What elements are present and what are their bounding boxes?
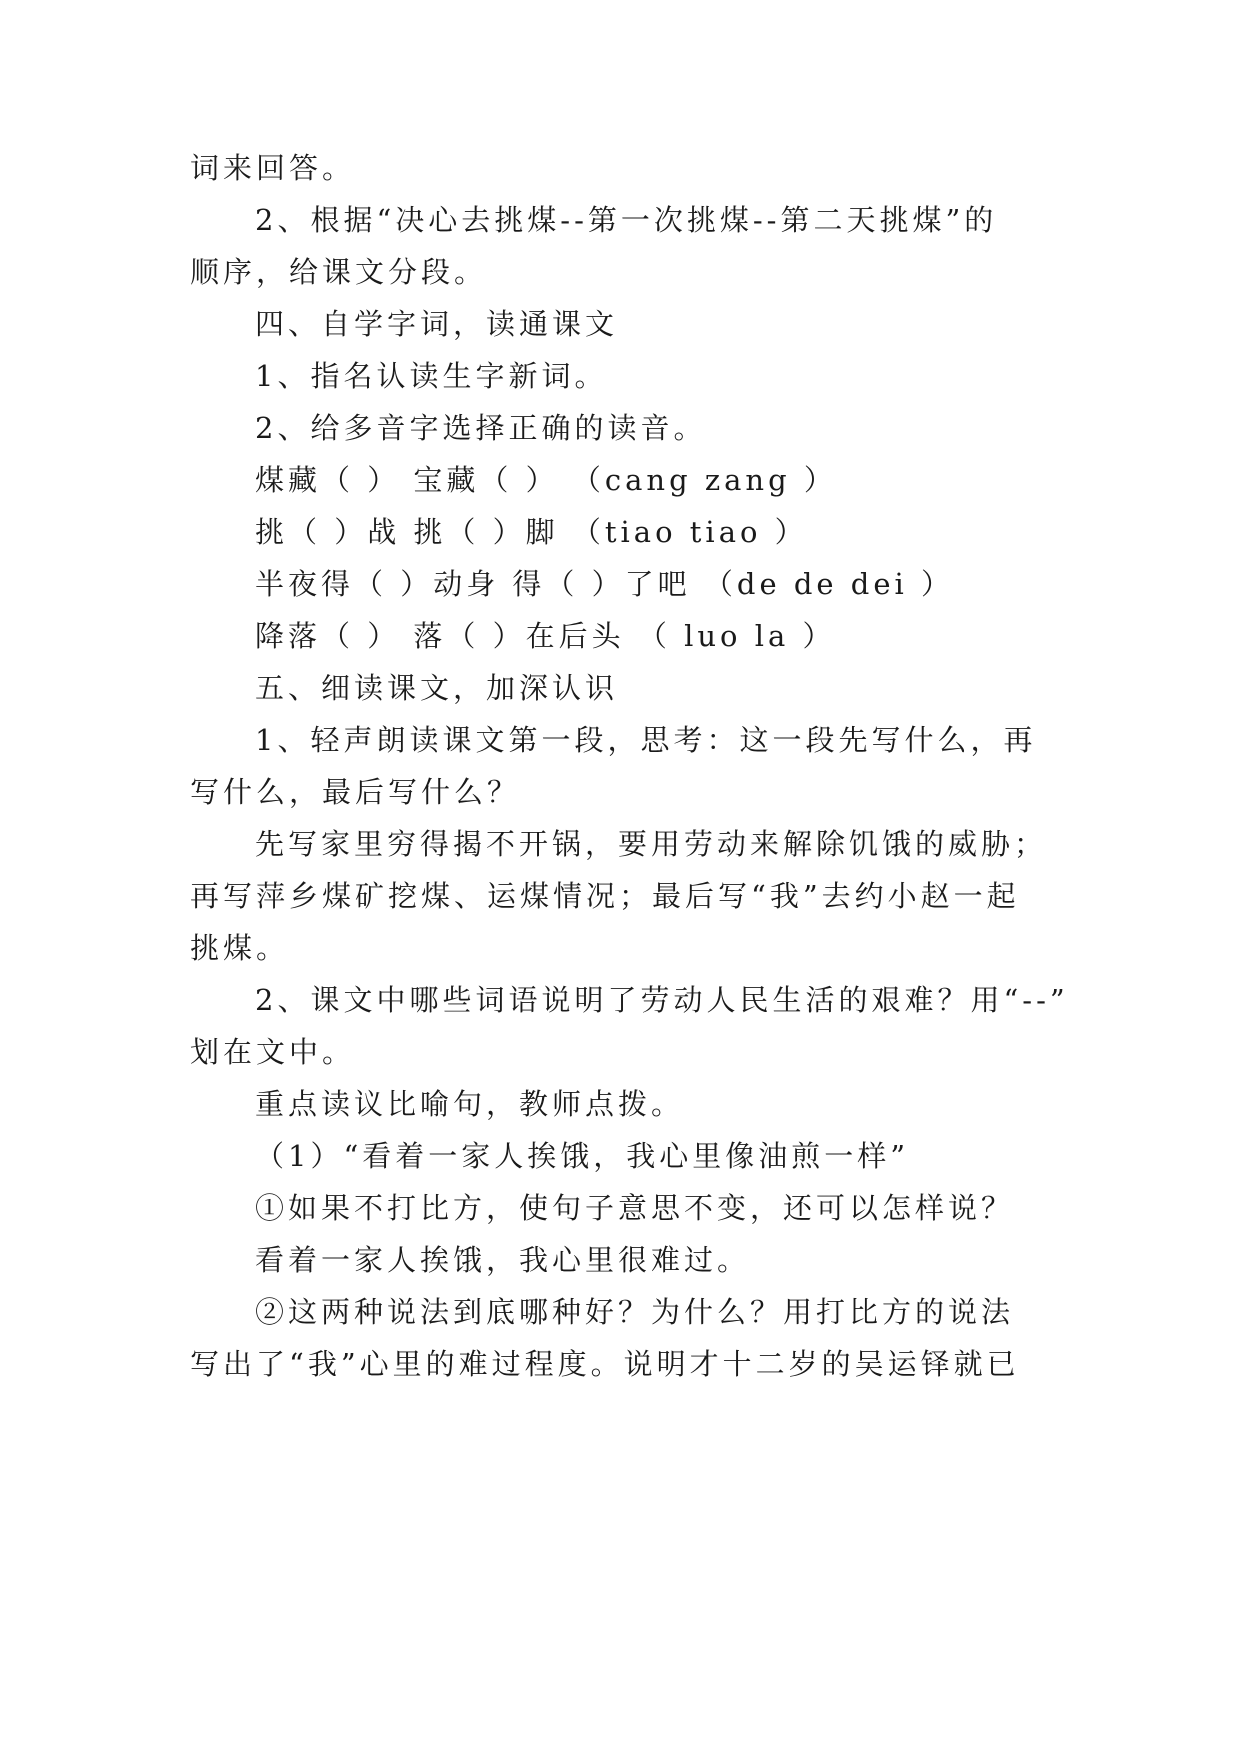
- exercise-line: 半夜得（ ）动身 得（ ）了吧 （de de dei ）: [255, 567, 954, 601]
- text-line: 顺序，给课文分段。: [190, 255, 488, 289]
- text-line: 词来回答。: [190, 151, 356, 185]
- text-line: 先写家里穷得揭不开锅，要用劳动来解除饥饿的威胁；: [255, 827, 1048, 861]
- text-line: 写什么，最后写什么？: [190, 775, 521, 809]
- text-line: （1）“看着一家人挨饿，我心里像油煎一样”: [255, 1139, 910, 1173]
- text-line: ①如果不打比方，使句子意思不变，还可以怎样说？: [255, 1191, 1015, 1225]
- text-line: 重点读议比喻句，教师点拨。: [255, 1087, 685, 1121]
- section-heading: 四、自学字词，读通课文: [255, 307, 619, 341]
- text-line: 挑煤。: [190, 931, 290, 965]
- exercise-line: 煤藏（ ） 宝藏（ ） （cang zang ）: [255, 463, 837, 497]
- text-line: 1、轻声朗读课文第一段，思考：这一段先写什么，再: [255, 723, 1037, 757]
- exercise-line: 挑（ ）战 挑（ ）脚 （tiao tiao ）: [255, 515, 808, 549]
- text-line: 2、根据“决心去挑煤--第一次挑煤--第二天挑煤”的: [255, 203, 998, 237]
- text-line: 划在文中。: [190, 1035, 356, 1069]
- text-line: 2、给多音字选择正确的读音。: [255, 411, 707, 445]
- text-line: 再写萍乡煤矿挖煤、运煤情况；最后写“我”去约小赵一起: [190, 879, 1020, 913]
- section-heading: 五、细读课文，加深认识: [255, 671, 619, 705]
- text-line: ②这两种说法到底哪种好？为什么？用打比方的说法: [255, 1295, 1015, 1329]
- text-line: 看着一家人挨饿，我心里很难过。: [255, 1243, 751, 1277]
- exercise-line: 降落（ ） 落（ ）在后头 （ luo la ）: [255, 619, 836, 653]
- text-line: 写出了“我”心里的难过程度。说明才十二岁的吴运铎就已: [190, 1347, 1020, 1381]
- text-line: 2、课文中哪些词语说明了劳动人民生活的艰难？用“--”: [255, 983, 1069, 1017]
- text-line: 1、指名认读生字新词。: [255, 359, 608, 393]
